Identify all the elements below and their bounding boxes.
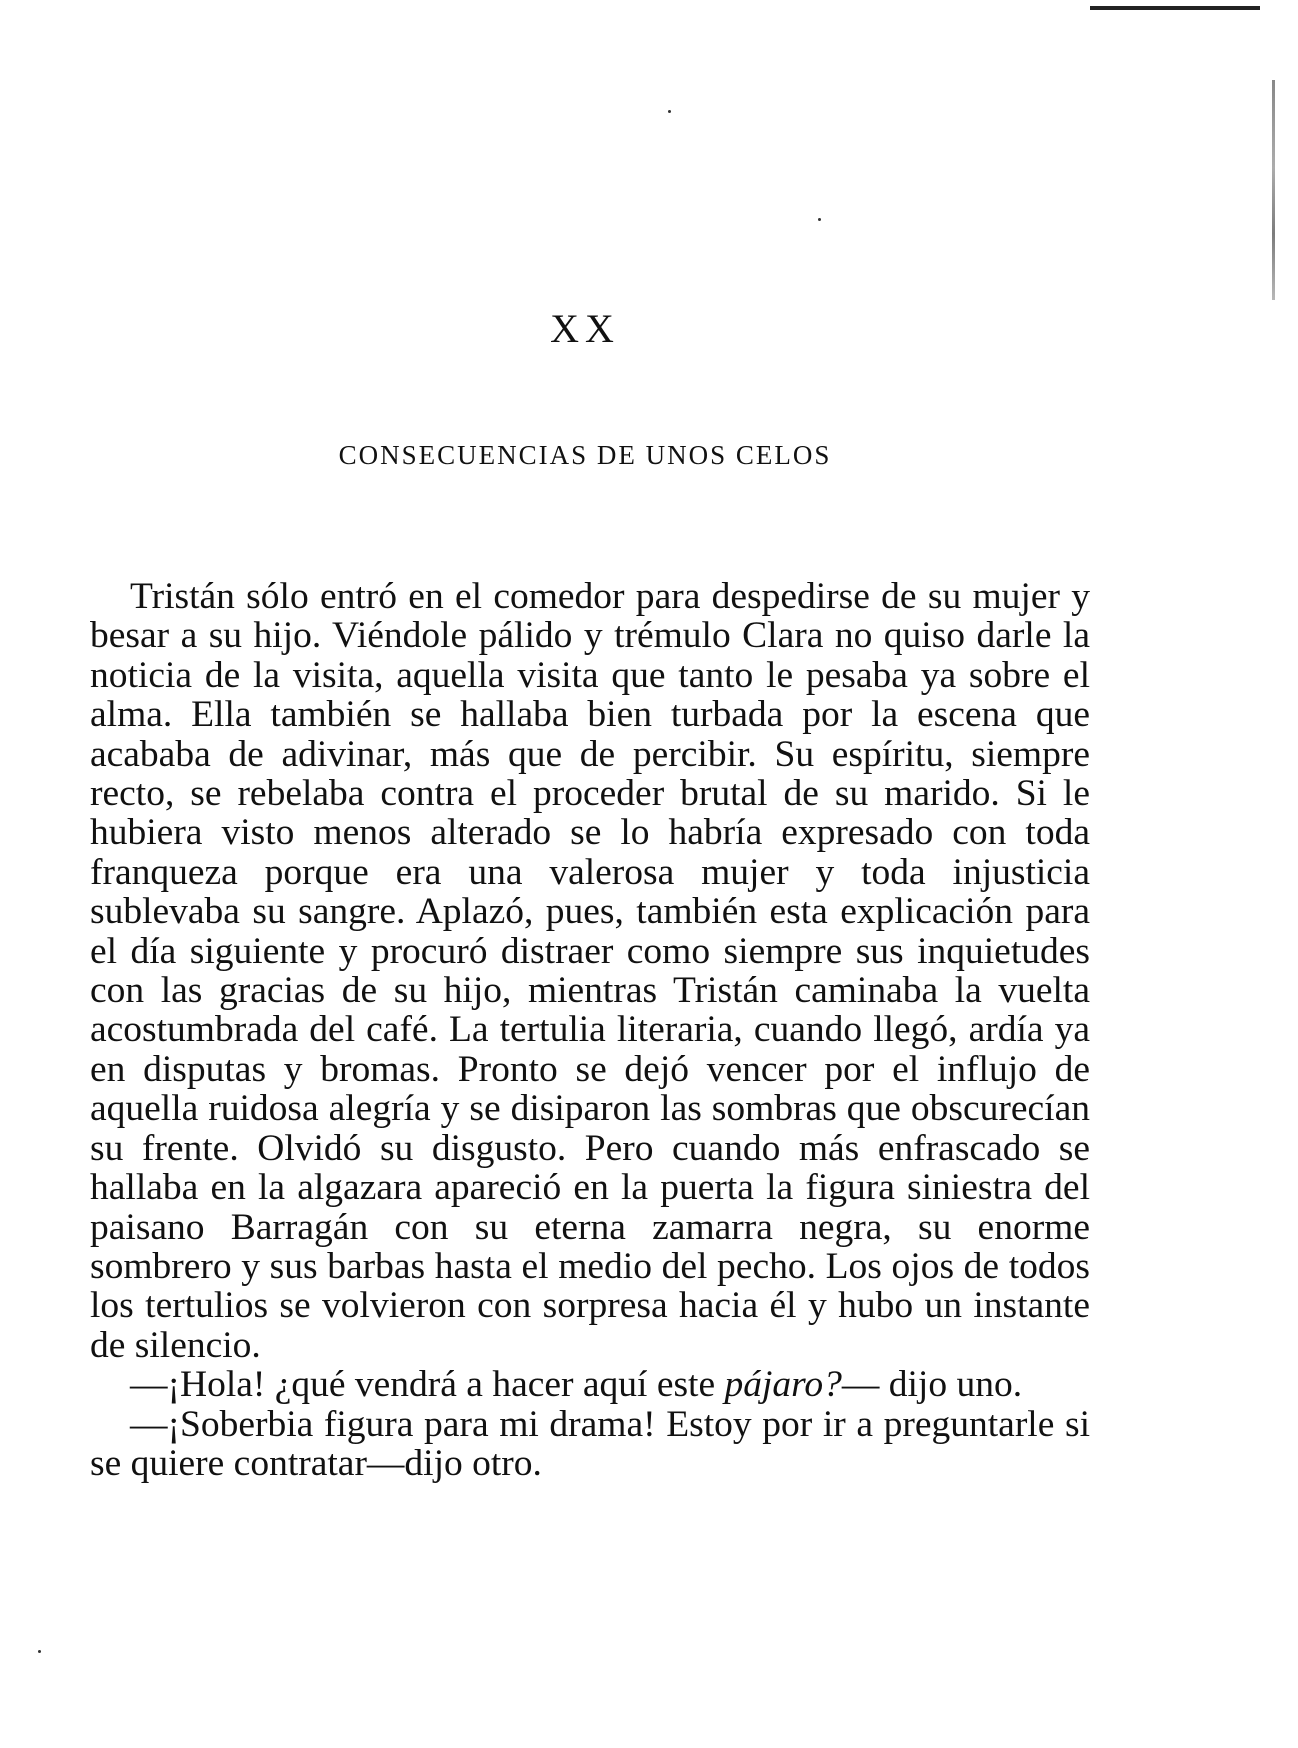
dialogue-text: —¡Hola! ¿qué vendrá a hacer aquí este <box>130 1364 725 1406</box>
chapter-number: XX <box>550 306 620 351</box>
chapter-body <box>90 577 1090 1483</box>
paragraph: Tristán sólo entró en el comedor para despedirse de su mujer y besar a su hijo. Viéndole pálido y trémulo Clara no quiso darle la noticia de la visita, aquella visita que tanto le pesaba ya sobre el alma. Ella también se hallaba bien turbada por la escena que acababa de adivinar, más que de percibir. Su espíritu, siempre recto, se rebelaba contra el proceder brutal de su marido. Si le hubiera visto menos alterado se lo habría expresado con toda franqueza porque era una valerosa mujer y toda injusticia sublevaba su sangre. Aplazó, pues, también esta explicación para el día siguiente y procuró distraer como siempre sus inquietudes con las gracias de su hijo, mientras Tristán caminaba la vuelta acostumbrada del café. La tertulia literaria, cuando llegó, ardía ya en disputas y bromas. Pronto se dejó vencer por el influjo de aquella ruidosa alegría y se disiparon las sombras que obscurecían su frente. Olvidó su disgusto. Pero cuando más enfrascado se hallaba en la algazara apareció en la puerta la figura siniestra del paisano Barragán con su eterna zamarra negra, su enorme sombrero y sus barbas hasta el medio del pecho. Los ojos de todos los tertulios se volvieron con sorpresa hacia él y hubo un instante de silencio. <box>90 576 1090 1366</box>
dialogue-text: — dijo uno. <box>841 1364 1023 1406</box>
chapter-title: CONSECUENCIAS DE UNOS CELOS <box>338 440 832 470</box>
dialogue-italic-word: pájaro? <box>724 1364 842 1406</box>
scan-edge-shadow <box>1272 80 1275 300</box>
scan-speck <box>668 110 671 113</box>
paragraph-dialogue: —¡Soberbia figura para mi drama! Estoy por ir a preguntarle si se quiere contratar—dijo otro. <box>90 1403 1090 1484</box>
scan-speck <box>38 1650 41 1653</box>
scan-speck <box>818 218 821 221</box>
paragraph-dialogue <box>90 1365 1090 1404</box>
scan-border-mark <box>1090 6 1260 10</box>
